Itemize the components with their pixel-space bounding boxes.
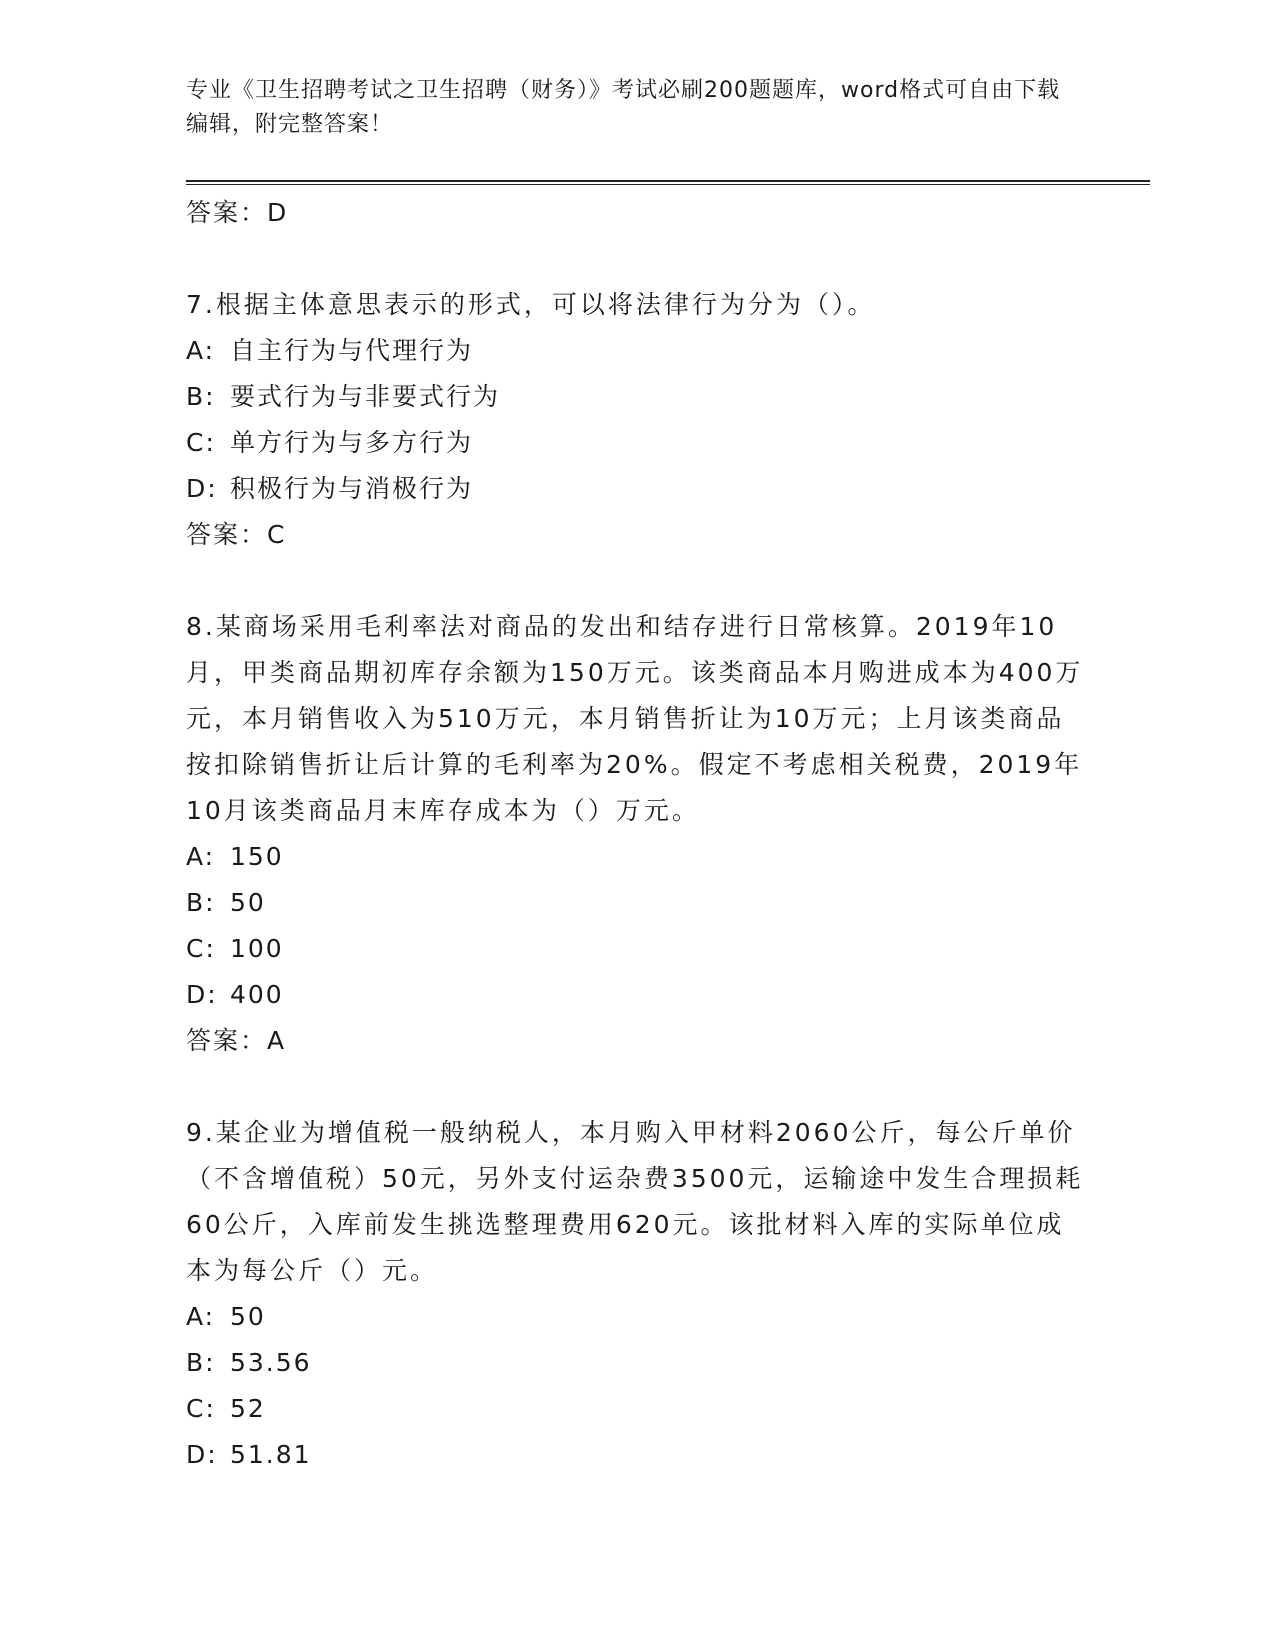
answer-line: 答案：A bbox=[186, 1026, 287, 1055]
option-c: C: 100 bbox=[186, 934, 284, 963]
option-b: B: 要式行为与非要式行为 bbox=[186, 382, 501, 411]
header-divider-thin bbox=[186, 184, 1150, 185]
previous-answer: 答案：D bbox=[186, 198, 289, 227]
document-body bbox=[186, 190, 1086, 1478]
question-text: 7.根据主体意思表示的形式，可以将法律行为分为（）。 bbox=[186, 290, 876, 319]
option-a: A: 50 bbox=[186, 1302, 266, 1331]
question-text: 9.某企业为增值税一般纳税人，本月购入甲材料2060公斤，每公斤单价（不含增值税）50元，另外支付运杂费3500元，运输途中发生合理损耗60公斤，入库前发生挑选整理费用620元。该批材料入库的实际单位成本为每公斤（）元。 bbox=[186, 1118, 1084, 1285]
question-text: 8.某商场采用毛利率法对商品的发出和结存进行日常核算。2019年10月，甲类商品期初库存余额为150万元。该类商品本月购进成本为400万元，本月销售收入为510万元，本月销售折让为10万元；上月该类商品按扣除销售折让后计算的毛利率为20%。假定不考虑相关税费，2019年10月该类商品月末库存成本为（）万元。 bbox=[186, 612, 1084, 825]
answer-line: 答案：C bbox=[186, 520, 287, 549]
option-a: A: 自主行为与代理行为 bbox=[186, 336, 474, 365]
option-c: C: 52 bbox=[186, 1394, 266, 1423]
option-d: D: 积极行为与消极行为 bbox=[186, 474, 474, 503]
question-block bbox=[186, 604, 1086, 1064]
document-header: 专业《卫生招聘考试之卫生招聘（财务）》考试必刷200题题库，word格式可自由下载编辑，附完整答案！ bbox=[186, 78, 1061, 137]
option-c: C: 单方行为与多方行为 bbox=[186, 428, 474, 457]
header-divider bbox=[186, 180, 1150, 182]
option-a: A: 150 bbox=[186, 842, 284, 871]
option-b: B: 53.56 bbox=[186, 1348, 312, 1377]
option-d: D: 400 bbox=[186, 980, 284, 1009]
question-block bbox=[186, 1110, 1086, 1478]
question-block bbox=[186, 282, 1086, 558]
option-b: B: 50 bbox=[186, 888, 266, 917]
option-d: D: 51.81 bbox=[186, 1440, 312, 1469]
